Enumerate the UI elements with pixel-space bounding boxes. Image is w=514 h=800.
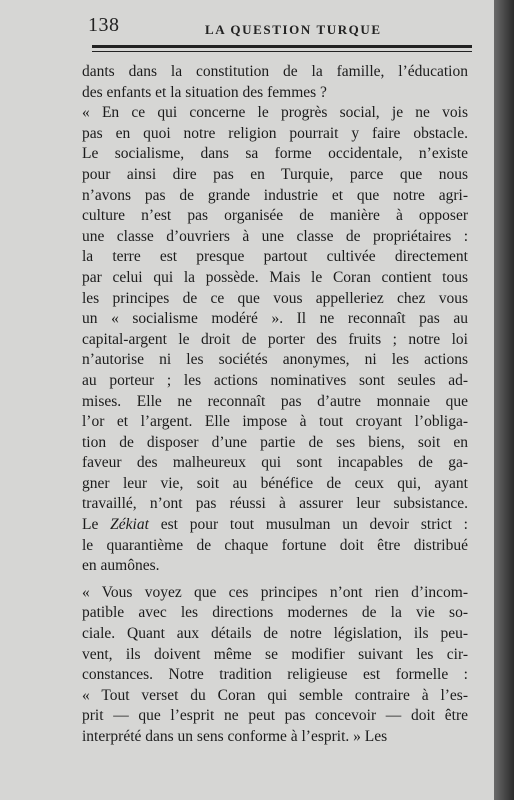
text-line: dants dans la constitution de la famille, l’éducation [82, 63, 468, 80]
text-line: mises. Elle ne reconnaît pas d’autre monnaie que [82, 392, 468, 410]
text-line: patible avec les directions modernes de la vie so- [82, 604, 468, 622]
paragraph [82, 583, 468, 748]
text-line: vent, ils doivent même se modifier suivant les cir- [82, 645, 468, 663]
text-line: le quarantième de chaque fortune doit être distribué [82, 536, 468, 554]
text-line: gner leur vie, soit au bénéfice de ceux qui, ayant [82, 474, 468, 492]
header-rule-thick [92, 45, 472, 48]
text-line: la terre est presque partout cultivée directement [82, 248, 468, 266]
text-line: ciale. Quant aux détails de notre législation, ils peu- [82, 625, 468, 643]
running-head-title: LA QUESTION TURQUE [205, 22, 382, 37]
text-line: « En ce qui concerne le progrès social, je ne vois [82, 104, 468, 122]
page-number: 138 [88, 14, 120, 36]
paragraph [82, 103, 468, 577]
text-line: « Tout verset du Coran qui semble contraire à l’es- [82, 686, 468, 704]
paragraph [82, 62, 468, 103]
text-line: au porteur ; les actions nominatives sont seules ad- [82, 371, 468, 389]
text-line: l’or et l’argent. Elle impose à tout croyant l’obliga- [82, 413, 468, 431]
body-text [82, 62, 468, 748]
text-line: n’avons pas de grande industrie et que notre agri- [82, 186, 468, 204]
text-line: capital-argent le droit de porter des fruits ; notre loi [82, 330, 468, 348]
text-line: des enfants et la situation des femmes ? [82, 83, 327, 101]
text-line: Le Zékiat est pour tout musulman un devoir strict : [82, 516, 468, 534]
text-line: un « socialisme modéré ». Il ne reconnaît pas au [82, 310, 468, 328]
text-line: « Vous voyez que ces principes n’ont rien d’incom- [82, 583, 468, 601]
text-line: prit — que l’esprit ne peut pas concevoir — doit être [82, 707, 468, 725]
text-line: les principes de ce que vous appelleriez chez vous [82, 289, 468, 307]
text-line: par celui qui la possède. Mais le Coran contient tous [82, 268, 468, 286]
text-line: tion de disposer d’une partie de ses biens, soit en [82, 433, 468, 451]
header-rule-thin [92, 51, 472, 52]
text-line: pour ainsi dire pas en Turquie, parce que nous [82, 165, 468, 183]
page-edge-shadow [494, 0, 514, 800]
text-line: faveur des malheureux qui sont incapables de ga- [82, 454, 468, 472]
text-line: en aumônes. [82, 557, 160, 575]
text-line: constances. Notre tradition religieuse est formelle : [82, 666, 468, 684]
italic-term: Zékiat [110, 516, 149, 534]
text-line: Le socialisme, dans sa forme occidentale, n’existe [82, 145, 468, 163]
text-line: une classe d’ouvriers à une classe de propriétaires : [82, 227, 468, 245]
text-line: interprété dans un sens conforme à l’esprit. » Les [82, 728, 388, 745]
text-line: n’autorise ni les sociétés anonymes, ni les actions [82, 351, 468, 369]
text-line: culture n’est pas organisée de manière à opposer [82, 207, 468, 225]
text-line: travaillé, n’ont pas réussi à assurer leur subsistance. [82, 495, 468, 513]
text-line: pas en quoi notre religion pourrait y faire obstacle. [82, 124, 468, 142]
